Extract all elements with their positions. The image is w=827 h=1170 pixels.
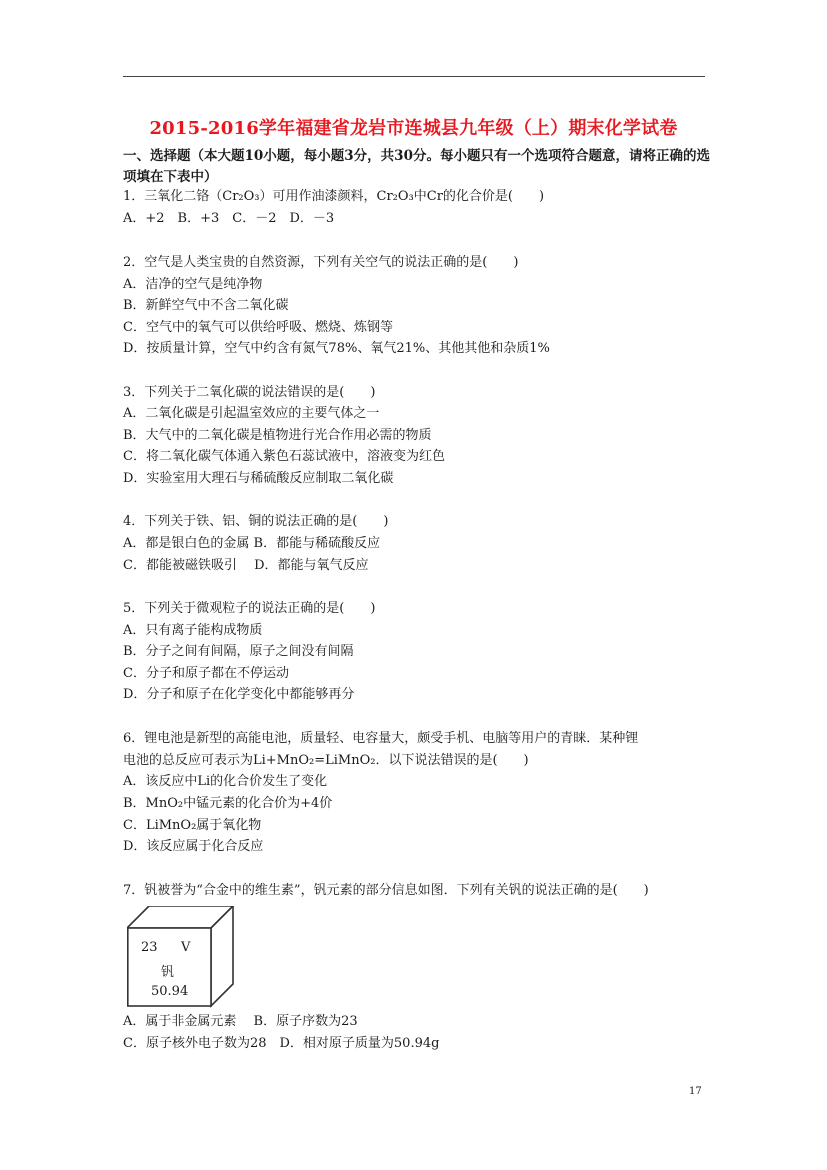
element-card (127, 906, 235, 1006)
question-5: 5．下列关于微观粒子的说法正确的是( ) (123, 601, 376, 616)
question-7-options-ab: A．属于非金属元素 B．原子序数为23 (123, 1014, 358, 1029)
question-3-option-b: B．大气中的二氧化碳是植物进行光合作用必需的物质 (123, 428, 432, 443)
question-3: 3．下列关于二氧化碳的说法错误的是( ) (123, 385, 376, 400)
question-3-option-c: C．将二氧化碳气体通入紫色石蕊试液中，溶液变为红色 (123, 449, 445, 464)
element-name: 钒 (161, 965, 175, 980)
element-symbol: V (181, 940, 191, 955)
question-1-options: A．+2 B．+3 C．－2 D．－3 (123, 211, 335, 226)
page-title: 2015-2016学年福建省龙岩市连城县九年级（上）期末化学试卷 (149, 118, 678, 139)
section-heading: 一、选择题（本大题10小题，每小题3分，共30分。每小题只有一个选项符合题意，请将正确的选项填在下表中） (123, 148, 710, 185)
question-5-option-a: A．只有离子能构成物质 (123, 623, 263, 638)
question-2-option-d: D．按质量计算，空气中约含有氮气78%、氧气21%、其他其他和杂质1% (123, 341, 550, 356)
question-2-option-b: B．新鲜空气中不含二氧化碳 (123, 298, 289, 313)
page-number: 17 (689, 1086, 702, 1097)
question-6-option-a: A．该反应中Li的化合价发生了变化 (123, 774, 328, 789)
question-2: 2．空气是人类宝贵的自然资源，下列有关空气的说法正确的是( ) (123, 255, 519, 270)
question-6-option-c: C．LiMnO₂属于氧化物 (123, 818, 262, 833)
question-5-option-d: D．分子和原子在化学变化中都能够再分 (123, 687, 355, 702)
question-2-option-a: A．洁净的空气是纯净物 (123, 277, 263, 292)
question-3-option-d: D．实验室用大理石与稀硫酸反应制取二氧化碳 (123, 471, 394, 486)
question-7-options-cd: C．原子核外电子数为28 D．相对原子质量为50.94g (123, 1036, 440, 1051)
question-3-option-a: A．二氧化碳是引起温室效应的主要气体之一 (123, 406, 380, 421)
header-rule (123, 76, 705, 77)
question-6-option-b: B．MnO₂中锰元素的化合价为+4价 (123, 796, 333, 811)
question-4-options-cd: C．都能被磁铁吸引 D．都能与氧气反应 (123, 558, 369, 573)
question-4: 4．下列关于铁、铝、铜的说法正确的是( ) (123, 514, 389, 529)
question-2-option-c: C．空气中的氧气可以供给呼吸、燃烧、炼钢等 (123, 320, 393, 335)
question-5-option-c: C．分子和原子都在不停运动 (123, 666, 289, 681)
question-1: 1．三氧化二铬（Cr₂O₃）可用作油漆颜料，Cr₂O₃中Cr的化合价是( ) (123, 189, 545, 204)
question-6-line-2: 电池的总反应可表示为Li+MnO₂=LiMnO₂．以下说法错误的是( ) (123, 753, 529, 768)
question-5-option-b: B．分子之间有间隔，原子之间没有间隔 (123, 644, 354, 659)
question-7: 7．钒被誉为“合金中的维生素”，钒元素的部分信息如图．下列有关钒的说法正确的是( ) (123, 883, 649, 898)
question-4-options-ab: A．都是银白色的金属 B．都能与稀硫酸反应 (123, 536, 381, 551)
element-number: 23 (141, 940, 158, 955)
question-6-line-1: 6．锂电池是新型的高能电池，质量轻、电容量大，颇受手机、电脑等用户的青睐．某种锂 (123, 731, 639, 746)
element-mass: 50.94 (151, 984, 189, 999)
question-6-option-d: D．该反应属于化合反应 (123, 839, 264, 854)
